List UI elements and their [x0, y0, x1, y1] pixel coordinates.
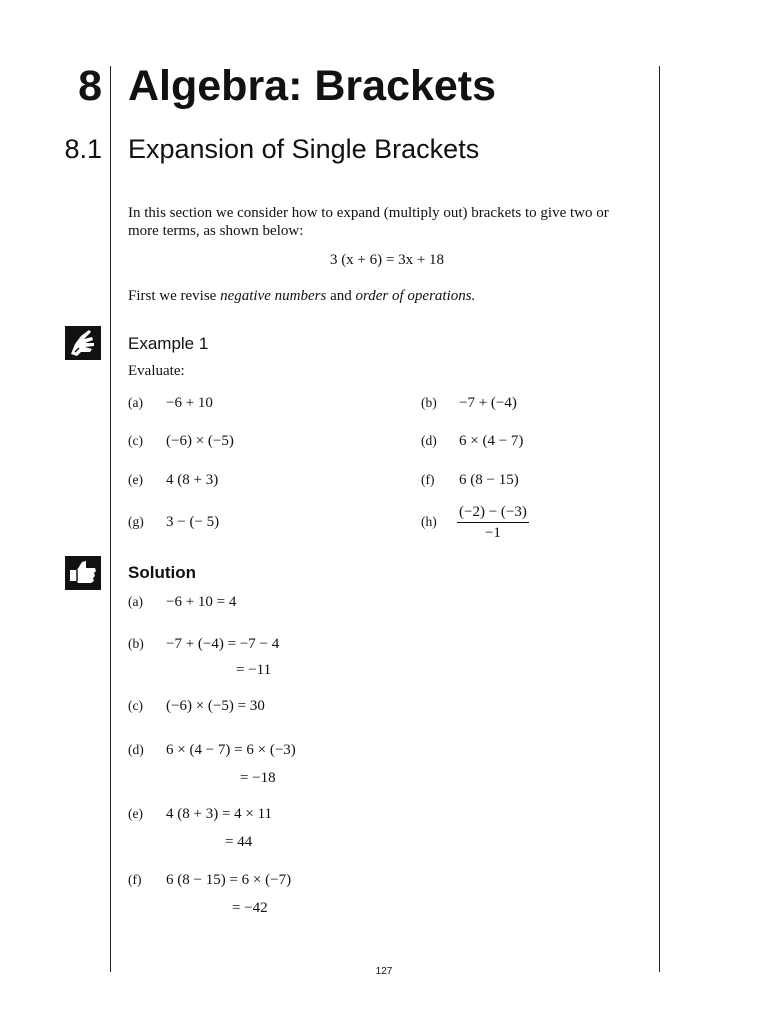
solution-label-c: (c)	[128, 698, 143, 713]
example-expr-g: 3 − (− 5)	[166, 514, 220, 530]
example-label-f: (f)	[421, 472, 435, 487]
chapter-number: 8	[78, 62, 102, 110]
solution-line-f-2: = −42	[232, 900, 268, 916]
example-expr-b: −7 + (−4)	[459, 395, 517, 411]
example-instruction: Evaluate:	[128, 363, 185, 379]
fraction-numerator: (−2) − (−3)	[457, 503, 529, 523]
solution-line-f-1: 6 (8 − 15) = 6 × (−7)	[166, 872, 292, 888]
section-title: Expansion of Single Brackets	[128, 134, 480, 164]
fraction-denominator: −1	[484, 525, 501, 541]
example-label-b: (b)	[421, 395, 437, 410]
left-margin-rule	[110, 66, 111, 972]
section-number: 8.1	[64, 134, 102, 164]
example-fraction-h	[457, 503, 529, 542]
revise-emphasis-negative-numbers: negative numbers	[220, 288, 327, 304]
solution-line-e-2: = 44	[225, 834, 253, 850]
example-expr-e: 4 (8 + 3)	[166, 472, 219, 488]
page-number: 127	[375, 966, 393, 977]
solution-label-a: (a)	[128, 594, 143, 609]
intro-formula: 3 (x + 6) = 3x + 18	[329, 252, 445, 268]
solution-line-b-1: −7 + (−4) = −7 − 4	[166, 636, 280, 652]
solution-label-f: (f)	[128, 872, 142, 887]
example-expr-a: −6 + 10	[166, 395, 213, 411]
revise-sentence	[128, 287, 638, 305]
right-margin-rule	[659, 66, 660, 972]
example-label-e: (e)	[128, 472, 143, 487]
solution-line-e-1: 4 (8 + 3) = 4 × 11	[166, 806, 273, 822]
example-label-h: (h)	[421, 514, 437, 529]
solution-label-b: (b)	[128, 636, 144, 651]
example-label-g: (g)	[128, 514, 144, 529]
revise-emphasis-order-of-operations: order of operations.	[355, 288, 476, 304]
example-expr-d: 6 × (4 − 7)	[459, 433, 524, 449]
solution-line-d-2: = −18	[240, 770, 276, 786]
revise-prefix: First we revise	[128, 288, 221, 304]
chapter-title: Algebra: Brackets	[128, 62, 497, 110]
solution-line-a-1: −6 + 10 = 4	[166, 594, 237, 610]
example-expr-f: 6 (8 − 15)	[459, 472, 519, 488]
solution-label-d: (d)	[128, 742, 144, 757]
example-heading: Example 1	[128, 334, 209, 353]
solution-heading: Solution	[128, 563, 196, 582]
solution-label-e: (e)	[128, 806, 143, 821]
fraction	[457, 503, 529, 542]
solution-line-d-1: 6 × (4 − 7) = 6 × (−3)	[166, 742, 296, 758]
example-label-a: (a)	[128, 395, 143, 410]
pointing-hand-icon	[65, 326, 101, 360]
thumbs-up-hand-icon	[65, 556, 101, 590]
revise-mid: and	[326, 288, 356, 304]
example-expr-c: (−6) × (−5)	[166, 433, 234, 449]
example-label-d: (d)	[421, 433, 437, 448]
example-label-c: (c)	[128, 433, 143, 448]
intro-paragraph: In this section we consider how to expand (multiply out) brackets to give two or more terms, as shown below:	[128, 205, 609, 239]
solution-line-c-1: (−6) × (−5) = 30	[166, 698, 265, 714]
solution-line-b-2: = −11	[236, 662, 272, 678]
